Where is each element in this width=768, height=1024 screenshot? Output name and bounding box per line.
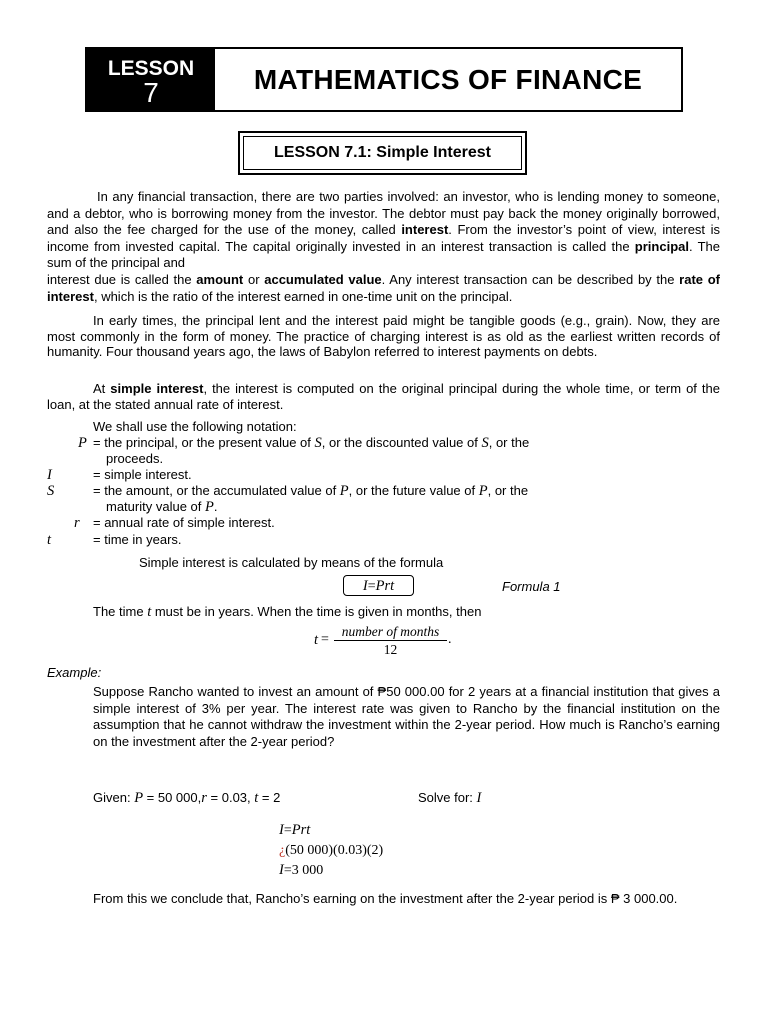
text: maturity value of [106, 499, 205, 514]
notation-p-definition [93, 435, 529, 451]
text: = the amount, or the accumulated value of [93, 483, 340, 498]
symbol-s: S [481, 435, 489, 451]
time-equals: = [321, 632, 329, 647]
formula-intro: Simple interest is calculated by means of the formula [139, 555, 444, 570]
solution-line-1 [279, 820, 439, 840]
notation-i-definition: = simple interest. [93, 467, 192, 482]
notation-t-symbol: t [47, 532, 52, 548]
time-lhs: t [314, 632, 319, 648]
text: The time [93, 604, 148, 619]
term-rate-of-interest: rate of interest [47, 272, 720, 304]
text: In any financial transaction, there are two parties involved: an investor, who is lending money to someone, and a debtor, who is borrowing money from the investor. The debtor must pay back the money originally borrowed, and also the fee charged for the use of the money, called [47, 189, 720, 238]
step-lhs: I [279, 822, 284, 838]
text: At [93, 381, 111, 396]
formula-label: Formula 1 [502, 579, 561, 594]
formula-equals: = [367, 579, 376, 594]
text: interest due is called the [47, 272, 197, 287]
paragraph-intro [47, 189, 720, 272]
symbol-s: S [314, 435, 322, 451]
term-simple-interest: simple interest [110, 381, 204, 396]
text: = 0.03, [206, 790, 255, 805]
example-solve-for [418, 790, 481, 806]
section-title: LESSON 7.1: Simple Interest [274, 144, 491, 161]
notation-i-symbol: I [47, 467, 52, 483]
notation-p-symbol: P [78, 435, 87, 451]
paragraph-simple-interest [47, 381, 720, 413]
text: , which is the ratio of the interest earned in one-time unit on the principal. [93, 288, 513, 304]
lesson-badge [87, 49, 215, 110]
fraction-numerator: number of months [341, 624, 440, 639]
text: or [243, 272, 265, 287]
step-rhs: (50 000)(0.03)(2) [285, 843, 384, 858]
paragraph-intro-cont [47, 272, 720, 305]
time-sentence [93, 604, 481, 620]
formula-i: I [362, 578, 368, 594]
subheader-inner [243, 136, 522, 170]
subheader-box [238, 131, 527, 175]
symbol-p: P [205, 499, 214, 515]
lesson-word: LESSON [107, 57, 195, 80]
inverted-question-mark: ¿ [279, 843, 286, 858]
solution-line-3 [279, 860, 439, 880]
symbol-t: t [254, 790, 259, 806]
text: = 50 000, [143, 790, 202, 805]
solution-steps [279, 820, 439, 880]
term-interest: interest [401, 222, 449, 238]
solution-line-2 [279, 840, 439, 860]
symbol-r: r [201, 790, 207, 806]
notation-s-definition [93, 483, 528, 499]
step-equals: = [283, 823, 292, 838]
notation-r-definition: = annual rate of simple interest. [93, 515, 275, 530]
text: = the principal, or the present value of [93, 435, 315, 450]
text: , or the discounted value of [321, 435, 482, 450]
formula-prt: Prt [375, 578, 395, 594]
term-principal: principal [634, 238, 689, 254]
text: . [213, 499, 218, 514]
step-rhs: 3 000 [291, 863, 324, 878]
symbol-p: P [134, 790, 144, 806]
notation-intro: We shall use the following notation: [93, 419, 297, 434]
text: = 2 [258, 790, 281, 805]
page-title: MATHEMATICS OF FINANCE [253, 64, 643, 95]
term-amount: amount [196, 272, 244, 287]
symbol-p: P [478, 483, 488, 499]
step-lhs: I [279, 862, 284, 878]
example-conclusion: From this we conclude that, Rancho’s earning on the investment after the 2-year period is ₱ 3 000.00. [93, 891, 678, 906]
fraction [334, 624, 447, 657]
paragraph-history: In early times, the principal lent and the interest paid might be tangible goods (e.g., grain). Now, they are most commonly in the form of money. The practice of charging interest is as old as the earliest written records of humanity. Four thousand years ago, the laws of Babylon referred to interest payments on debts. [47, 313, 720, 359]
term-accumulated-value: accumulated value [264, 272, 382, 287]
notation-s-symbol: S [47, 483, 55, 499]
text: , or the [487, 483, 529, 498]
notation-r-symbol: r [74, 515, 80, 531]
symbol-p: P [339, 483, 349, 499]
text: Solve for: [418, 790, 477, 805]
formula-box [343, 575, 414, 596]
symbol-i: I [476, 790, 482, 806]
notation-p-continuation: proceeds. [106, 451, 164, 466]
example-problem: Suppose Rancho wanted to invest an amount of ₱50 000.00 for 2 years at a financial institution that gives a simple interest of 3% per year. The interest rate was given to Rancho by the financial institution on the assumption that he cannot withdraw the investment within the 2-year period. How much is Rancho’s earning on the investment after the 2-year period? [93, 684, 720, 749]
symbol-t: t [147, 604, 152, 620]
text: , or the [488, 435, 530, 450]
time-period: . [448, 632, 452, 647]
time-formula [314, 624, 464, 658]
text: , or the future value of [348, 483, 479, 498]
text: . The sum of the principal and [47, 238, 721, 271]
step-equals: = [283, 863, 292, 878]
notation-s-continuation [106, 499, 217, 515]
text: , the interest is computed on the original principal during the whole time, or term of the loan, at the stated annual rate of interest. [47, 381, 720, 412]
text: . Any interest transaction can be described by the [381, 272, 680, 287]
step-rhs: Prt [291, 822, 311, 838]
example-label: Example: [47, 665, 102, 680]
text: . From the investor’s point of view, interest is income from invested capital. The capital originally invested in an interest transaction is called the [47, 222, 720, 254]
lesson-header [85, 47, 683, 112]
fraction-denominator: 12 [383, 642, 398, 657]
notation-t-definition: = time in years. [93, 532, 182, 547]
text: must be in years. When the time is given in months, then [151, 604, 482, 619]
fraction-bar [334, 640, 447, 641]
lesson-number: 7 [143, 77, 159, 108]
text: Given: [93, 790, 135, 805]
example-given [93, 790, 280, 806]
